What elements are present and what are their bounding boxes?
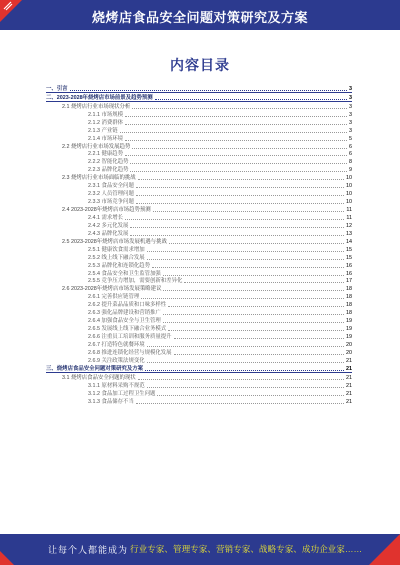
toc-leader-dots (163, 275, 344, 276)
toc-entry[interactable] (46, 373, 352, 381)
toc-entry-label: 2.1.4 市场环境 (88, 135, 124, 142)
toc-leader-dots (136, 187, 344, 188)
toc-entry-label: 2.3 烧烤店行业市场面临的挑战 (62, 175, 136, 182)
toc-leader-dots (147, 346, 344, 347)
toc-entry-label: 3.1.1 原材料采购不规范 (88, 382, 145, 389)
toc-leader-dots (70, 90, 347, 91)
toc-entry-label: 2.5.2 线上线下融合发展 (88, 254, 145, 261)
toc-entry-page: 16 (346, 270, 352, 277)
toc-entry-label: 2.4 2023-2028年烧烤店市场趋势预测 (62, 207, 151, 213)
toc-entry-page: 3 (349, 103, 352, 110)
toc-entry-label: 2.6.2 提升菜品品质和口味多样性 (88, 302, 167, 309)
toc-entry-page: 6 (349, 143, 352, 150)
footer-corner-right (369, 534, 400, 565)
toc-entry-page: 3 (349, 85, 352, 92)
toc-entry-page: 21 (346, 365, 352, 372)
toc-entry-page: 21 (346, 398, 352, 405)
toc-leader-dots (125, 155, 347, 156)
toc-entry-page: 15 (346, 246, 352, 253)
toc-entry-label: 2.5.1 健康饮食需求增加 (88, 246, 145, 253)
toc-entry-label: 一、引言 (46, 85, 68, 92)
toc-entry-label: 2.2.3 品牌化趋势 (88, 167, 129, 174)
toc-leader-dots (125, 140, 347, 141)
toc-entry-page: 3 (349, 127, 352, 134)
toc-entry[interactable] (46, 277, 352, 285)
toc-leader-dots (138, 379, 344, 380)
toc-entry[interactable] (46, 340, 352, 348)
toc-entry-label: 三、烧烤店食品安全问题对策研究及方案 (46, 365, 144, 372)
toc-entry-label: 2.4.1 需求增长 (88, 214, 124, 221)
toc-leader-dots (163, 314, 344, 315)
toc-entry-page: 18 (346, 302, 352, 309)
toc-entry[interactable] (46, 213, 352, 221)
toc-leader-dots (168, 306, 344, 307)
toc-entry[interactable] (46, 197, 352, 205)
toc-entry-page: 8 (349, 159, 352, 166)
footer-slogan: 让每个人都能成为 (48, 545, 129, 555)
toc-leader-dots (163, 290, 344, 291)
toc-entry[interactable] (46, 126, 352, 134)
toc-leader-dots (184, 282, 344, 283)
toc-entry-page: 17 (346, 278, 352, 285)
toc-entry-page: 20 (346, 341, 352, 348)
toc-entry-label: 2.1.1 市场规模 (88, 111, 124, 118)
toc-entry[interactable] (46, 165, 352, 173)
toc-leader-dots (136, 195, 344, 196)
toc-leader-dots (155, 99, 347, 100)
toc-leader-dots (152, 267, 344, 268)
toc-entry-label: 3.1.2 食品加工过程卫生问题 (88, 390, 156, 397)
toc-entry[interactable] (46, 253, 352, 261)
toc-entry[interactable] (46, 348, 352, 356)
toc-entry-label: 2.6.7 打造特色就餐环境 (88, 341, 145, 348)
toc-entry[interactable] (46, 93, 352, 102)
toc-entry-label: 2.3.2 人员管理问题 (88, 191, 134, 198)
toc-entry-page: 6 (349, 151, 352, 158)
toc-leader-dots (130, 163, 347, 164)
toc-entry-label: 2.4.3 品牌化发展 (88, 230, 129, 237)
toc-entry[interactable] (46, 308, 352, 316)
toc-entry-label: 2.1 烧烤店行业市场现状分析 (62, 103, 131, 110)
toc-entry-page: 21 (346, 390, 352, 397)
toc-entry-page: 21 (346, 357, 352, 364)
toc-entry-label: 2.5.3 品牌化和连锁化趋势 (88, 262, 151, 269)
document-title: 烧烤店食品安全问题对策研究及方案 (91, 10, 308, 25)
toc-entry[interactable] (46, 356, 352, 364)
toc-entry-label: 2.6.8 推进连锁化经营与规模化发展 (88, 349, 172, 356)
toc-leader-dots (163, 322, 344, 323)
toc-entry-page: 10 (346, 183, 352, 190)
toc-entry[interactable] (46, 157, 352, 165)
toc-entry-page: 16 (346, 262, 352, 269)
toc-entry-page: 19 (346, 326, 352, 333)
toc-entry-label: 2.2 烧烤店行业市场发展趋势 (62, 143, 131, 150)
toc-entry-label: 2.6.9 关注政策法规变化 (88, 357, 145, 364)
toc-entry[interactable] (46, 221, 352, 229)
toc-leader-dots (147, 259, 344, 260)
toc-leader-dots (130, 227, 344, 228)
toc-leader-dots (153, 211, 345, 212)
toc-entry-page: 14 (346, 238, 352, 245)
toc-entry-page: 18 (346, 286, 352, 293)
toc-entry-page: 10 (346, 199, 352, 206)
toc-leader-dots (157, 395, 344, 396)
toc-entry-label: 2.1.2 消费群体 (88, 119, 124, 126)
toc-entry-page: 15 (346, 254, 352, 261)
toc-leader-dots (147, 387, 344, 388)
toc-leader-dots (168, 330, 344, 331)
toc-entry[interactable] (46, 324, 352, 332)
toc-leader-dots (141, 298, 344, 299)
page-header (0, 0, 400, 30)
toc-entry[interactable] (46, 389, 352, 397)
toc-entry-page: 13 (346, 230, 352, 237)
toc-entry-page: 10 (346, 191, 352, 198)
toc-leader-dots (147, 251, 344, 252)
toc-entry-page: 18 (346, 294, 352, 301)
toc-entry-page: 19 (346, 334, 352, 340)
toc-entry-label: 3.1.3 食品储存不当 (88, 398, 134, 405)
toc-entry-label: 2.6.5 发展线上线下融合业务模式 (88, 326, 167, 333)
toc-entry[interactable] (46, 181, 352, 189)
toc-entry[interactable] (46, 284, 352, 292)
toc-entry[interactable] (46, 150, 352, 158)
toc-entry-label: 2.5.4 食品安全和卫生监管加强 (88, 270, 161, 277)
toc-entry-page: 18 (346, 310, 352, 317)
toc-entry-page: 21 (346, 374, 352, 381)
toc-entry[interactable] (46, 245, 352, 253)
toc-leader-dots (125, 219, 344, 220)
toc-entry-label: 2.6.3 强化品牌建设和营销推广 (88, 310, 161, 317)
toc-entry-page: 3 (349, 94, 352, 101)
toc-entry[interactable] (46, 332, 352, 340)
toc-entry[interactable] (46, 381, 352, 389)
toc-leader-dots (130, 171, 347, 172)
toc-entry[interactable] (46, 237, 352, 245)
toc-entry[interactable] (46, 173, 352, 181)
toc-entry[interactable] (46, 292, 352, 300)
toc-entry[interactable] (46, 142, 352, 150)
toc-leader-dots (174, 338, 344, 339)
toc-leader-dots (130, 235, 344, 236)
toc-entry-page: 21 (346, 382, 352, 389)
toc-entry-label: 2.6 2023-2028年烧烤店市场发展策略建议 (62, 286, 162, 293)
table-of-contents (46, 84, 352, 405)
toc-heading: 内容目录 (170, 57, 230, 73)
toc-leader-dots (147, 362, 344, 363)
toc-entry-label: 2.6.4 加强食品安全与卫生管理 (88, 318, 161, 325)
toc-entry-label: 2.2.2 智能化趋势 (88, 159, 129, 166)
toc-entry[interactable] (46, 269, 352, 277)
toc-entry-page: 11 (346, 214, 352, 221)
toc-entry[interactable] (46, 261, 352, 269)
toc-leader-dots (174, 354, 344, 355)
toc-entry-label: 2.5 2023-2028年烧烤店市场发展机遇与挑战 (62, 238, 167, 245)
toc-leader-dots (132, 148, 347, 149)
toc-leader-dots (169, 243, 344, 244)
toc-leader-dots (145, 370, 344, 371)
toc-entry-label: 2.6.6 注重员工培训和服务质量提升 (88, 334, 172, 340)
toc-leader-dots (138, 179, 344, 180)
toc-entry[interactable] (46, 300, 352, 308)
toc-entry-page: 5 (349, 135, 352, 142)
toc-entry-label: 二、2023-2028年烧烤店市场前景及趋势预测 (46, 94, 153, 101)
toc-entry[interactable] (46, 110, 352, 118)
footer-corner-left (0, 551, 14, 565)
toc-leader-dots (125, 124, 347, 125)
toc-entry-label: 2.3.1 食品安全问题 (88, 183, 134, 190)
toc-leader-dots (136, 403, 344, 404)
toc-leader-dots (136, 203, 344, 204)
toc-entry[interactable] (46, 84, 352, 93)
page-footer (0, 534, 400, 565)
toc-leader-dots (132, 108, 347, 109)
toc-entry[interactable] (46, 397, 352, 405)
toc-entry[interactable] (46, 118, 352, 126)
toc-entry-page: 3 (349, 119, 352, 126)
footer-tags: 行业专家、管理专家、营销专家、战略专家、成功企业家…… (130, 544, 363, 554)
toc-entry-page: 19 (346, 318, 352, 325)
toc-entry[interactable] (46, 102, 352, 110)
toc-entry[interactable] (46, 134, 352, 142)
toc-entry[interactable] (46, 205, 352, 213)
toc-entry-label: 2.5.5 竞争压力增加，需要创新和差异化 (88, 278, 183, 285)
toc-entry[interactable] (46, 316, 352, 324)
toc-leader-dots (125, 116, 347, 117)
toc-entry[interactable] (46, 229, 352, 237)
toc-entry-page: 10 (346, 175, 352, 182)
toc-entry-label: 2.1.3 产业链 (88, 127, 118, 134)
toc-entry-label: 2.6.1 完善供应链管理 (88, 294, 140, 301)
toc-entry-label: 2.2.1 健康趋势 (88, 151, 124, 158)
toc-entry-label: 2.4.2 多元化发展 (88, 222, 129, 229)
toc-entry[interactable] (46, 189, 352, 197)
toc-leader-dots (120, 132, 347, 133)
toc-entry-label: 3.1 烧烤店食品安全问题的现状 (62, 374, 136, 381)
toc-entry-label: 2.3.3 市场竞争问题 (88, 199, 134, 206)
toc-entry-page: 9 (349, 167, 352, 174)
toc-entry-page: 3 (349, 111, 352, 118)
toc-entry-page: 12 (346, 222, 352, 229)
toc-entry-page: 20 (346, 349, 352, 356)
toc-entry[interactable] (46, 364, 352, 373)
toc-entry-page: 11 (346, 207, 352, 213)
